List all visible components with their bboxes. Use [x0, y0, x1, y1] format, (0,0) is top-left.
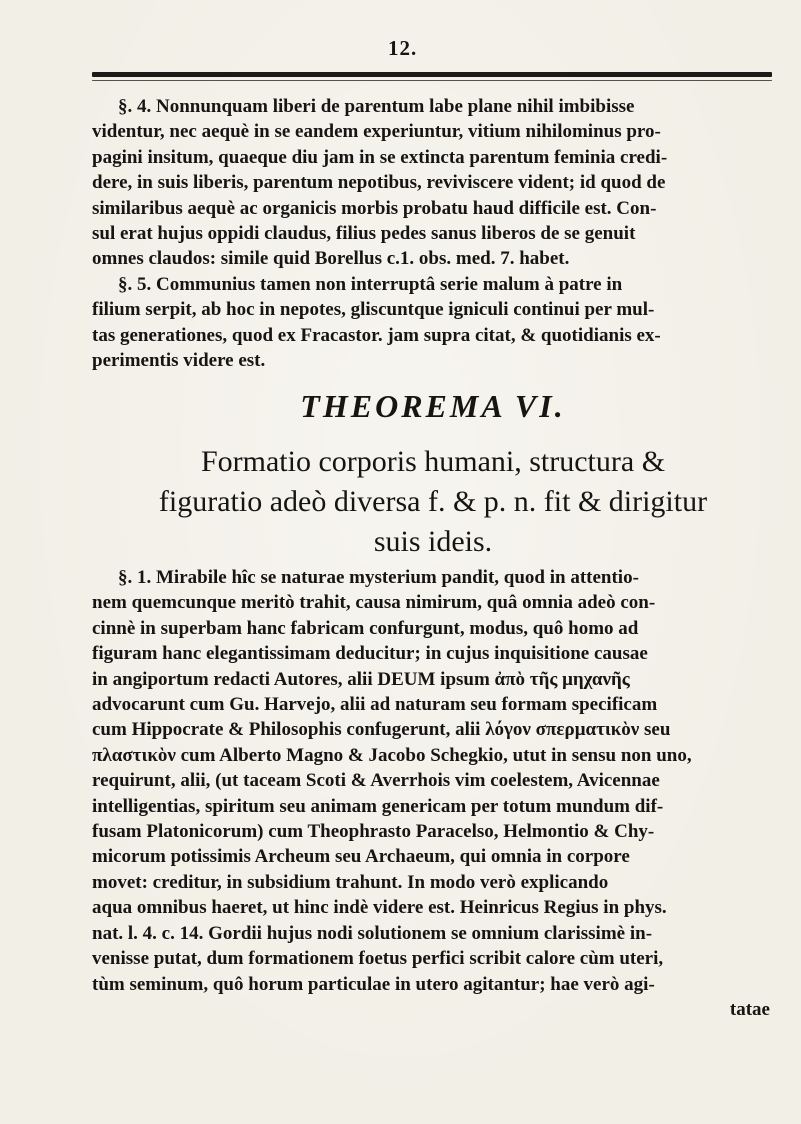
text-line: figuram hanc elegantissimam deducitur; in cujus inquisitione causae: [92, 643, 648, 665]
text-line: venisse putat, dum formationem foetus perfici scribit calore cùm uteri,: [92, 948, 664, 970]
text-line: movet: creditur, in subsidium trahunt. In modo verò explicando: [92, 871, 609, 893]
text-line: dere, in suis liberis, parentum nepotibus, reviviscere vident; id quod de: [92, 172, 666, 194]
text-line: omnes claudos: simile quid Borellus c.1. obs. med. 7. habet.: [92, 248, 570, 270]
text-line: §. 1. Mirabile hîc se naturae mysterium pandit, quod in attentio-: [118, 567, 639, 588]
text-line: pagini insitum, quaeque diu jam in se extincta parentum feminia credi-: [92, 146, 668, 168]
text-line: §. 5. Communius tamen non interruptâ serie malum à patre in: [118, 273, 623, 295]
catchword: tatae: [729, 998, 770, 1020]
text-line: tas generationes, quod ex Fracastor. jam supra citat, & quotidianis ex-: [92, 324, 661, 346]
text-line: cinnè in superbam hanc fabricam confurgunt, modus, quô homo ad: [92, 617, 639, 639]
text-line: cum Hippocrate & Philosophis confugerunt, alii λόγον σπερματικὸν seu: [92, 719, 671, 741]
text-line: filium serpit, ab hoc in nepotes, gliscuntque igniculi continui per mul-: [92, 299, 655, 321]
text-line: micorum potissimis Archeum seu Archaeum, qui omnia in corpore: [92, 846, 630, 868]
text-line: in angiportum redacti Autores, alii DEUM ipsum ἀπὸ τῆς μηχανῆς: [92, 668, 630, 690]
theorem-line: Formatio corporis humani, structura &: [200, 445, 666, 478]
text-line: advocarunt cum Gu. Harvejo, alii ad naturam seu formam specificam: [92, 694, 658, 716]
header-rule-thin: [92, 80, 772, 81]
text-line: πλαστικὸν cum Alberto Magno & Jacobo Schegkio, utut in sensu non uno,: [92, 744, 692, 766]
theorem-line: figuratio adeò diversa f. & p. n. fit & dirigitur: [158, 485, 708, 518]
text-line: §. 4. Nonnunquam liberi de parentum labe plane nihil imbibisse: [118, 96, 635, 117]
text-line: aqua omnibus haeret, ut hinc indè videre est. Heinricus Regius in phys.: [92, 897, 667, 919]
text-line: nat. l. 4. c. 14. Gordii hujus nodi solutionem se omnium clarissimè in-: [92, 922, 653, 944]
paragraphs-bottom: [92, 565, 774, 1022]
theorem-heading: [92, 442, 774, 562]
text-line: perimentis videre est.: [92, 350, 266, 372]
text-line: videntur, nec aequè in se eandem experiuntur, vitium nihilominus pro-: [92, 121, 661, 143]
section-title: THEOREMA VI.: [300, 388, 566, 424]
text-line: fusam Platonicorum) cum Theophrasto Paracelso, Helmontio & Chy-: [92, 821, 655, 843]
text-line: requirunt, alii, (ut taceam Scoti & Averrhois vim coelestem, Avicennae: [92, 770, 660, 792]
header-rule: [92, 72, 772, 77]
text-line: nem quemcunque meritò trahit, causa nimirum, quâ omnia adeò con-: [92, 592, 656, 614]
text-line: intelligentias, spiritum seu animam genericam per totum mundum dif-: [92, 795, 664, 817]
text-line: sul erat hujus oppidi claudus, filius pedes sanus liberos de se genuit: [92, 223, 636, 245]
theorem-line: suis ideis.: [373, 525, 493, 558]
paragraphs-top: [92, 94, 774, 373]
text-line: tùm seminum, quô horum particulae in utero agitantur; hae verò agi-: [92, 973, 655, 995]
page-number: 12.: [388, 36, 418, 60]
text-line: similaribus aequè ac organicis morbis probatu haud difficile est. Con-: [92, 197, 657, 219]
